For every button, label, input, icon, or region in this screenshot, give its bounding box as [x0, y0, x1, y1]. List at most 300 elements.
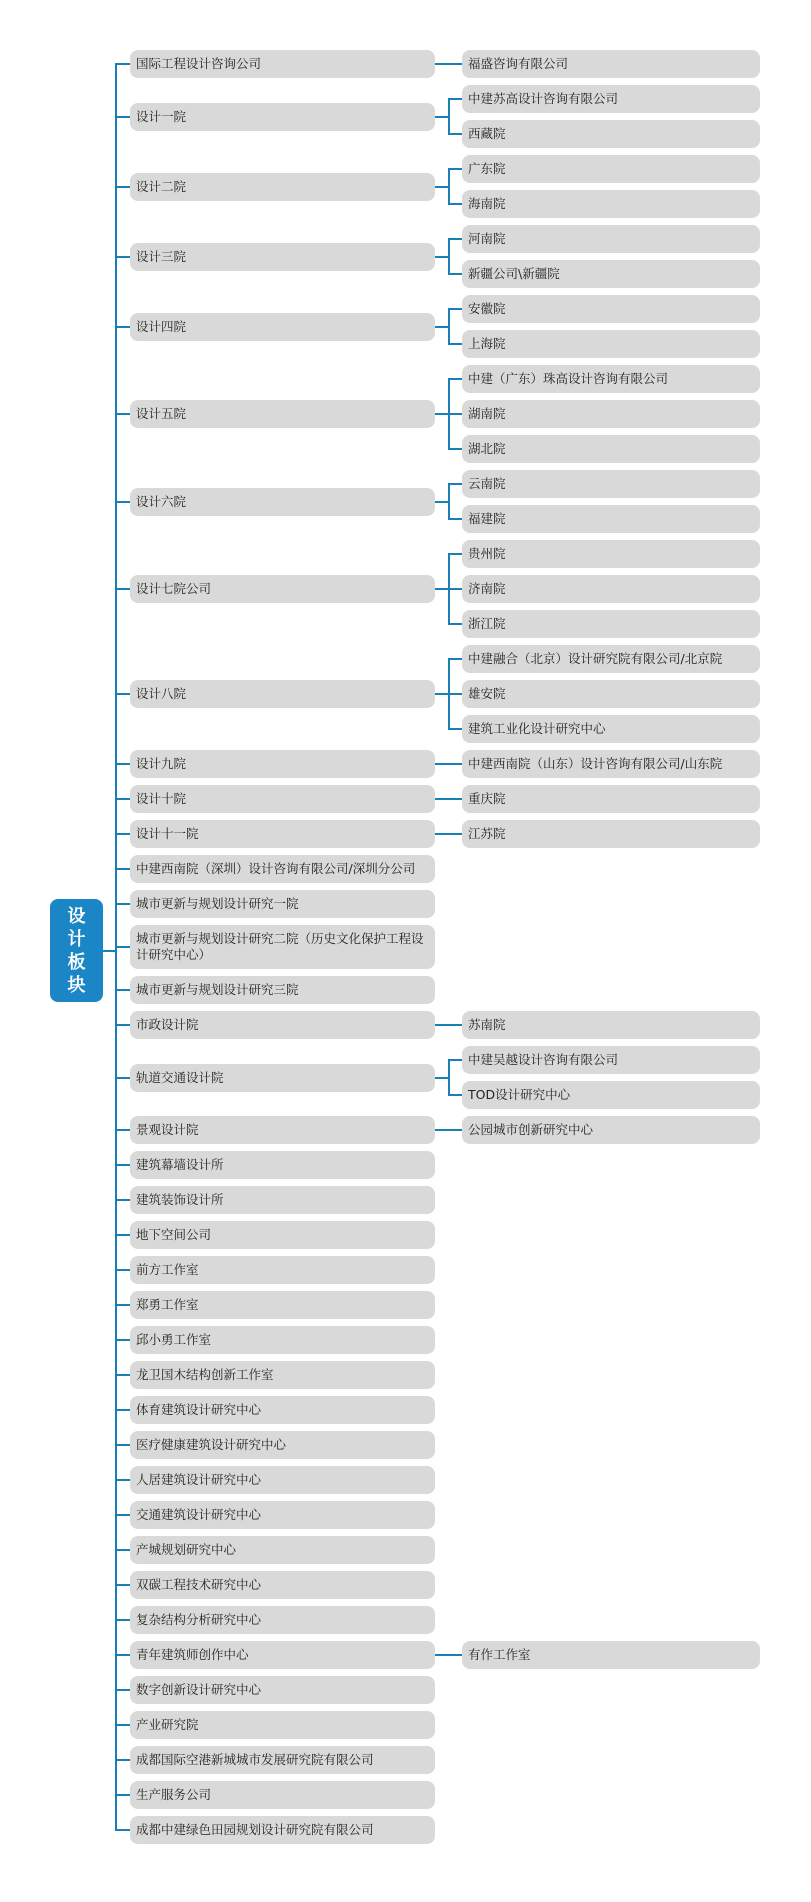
- level2-node-row: [462, 750, 760, 778]
- level2-node[interactable]: [462, 1081, 760, 1109]
- level1-node[interactable]: [130, 1536, 435, 1564]
- level2-node-label: 浙江院: [468, 616, 506, 631]
- branch-group: [116, 1711, 776, 1739]
- child-list: [462, 155, 760, 218]
- child-stub-line: [448, 1024, 462, 1026]
- level1-node[interactable]: [130, 1064, 435, 1092]
- level1-node[interactable]: [130, 1641, 435, 1669]
- branch-group: [116, 85, 776, 148]
- level1-node[interactable]: [130, 313, 435, 341]
- branch-group: [116, 540, 776, 638]
- level1-node[interactable]: [130, 1711, 435, 1739]
- level1-node-label: 设计一院: [136, 108, 187, 124]
- child-connector-line: [435, 186, 448, 188]
- branch-connector-line: [116, 1234, 130, 1236]
- level1-node-wrapper: [116, 976, 435, 1004]
- level1-node-wrapper: [116, 1536, 435, 1564]
- child-vertical-connector: [448, 1059, 450, 1096]
- level1-node-label: 设计二院: [136, 178, 187, 194]
- level1-node-label: 复杂结构分析研究中心: [136, 1612, 262, 1627]
- level1-node-wrapper: [116, 890, 435, 918]
- level1-node-wrapper: [116, 820, 435, 848]
- child-connector-line: [435, 256, 448, 258]
- level1-node[interactable]: [130, 750, 435, 778]
- level1-node-wrapper: [116, 855, 435, 883]
- level2-node[interactable]: [462, 225, 760, 253]
- child-vertical-connector: [448, 483, 450, 520]
- branch-group: [116, 925, 776, 969]
- level1-node[interactable]: [130, 855, 435, 883]
- child-vertical-connector: [448, 98, 450, 135]
- branch-group: [116, 1571, 776, 1599]
- child-stub-line: [448, 693, 462, 695]
- branch-group: [116, 1046, 776, 1109]
- level1-node-wrapper: [116, 680, 435, 708]
- branch-connector-line: [116, 1794, 130, 1796]
- branch-group: [116, 1641, 776, 1669]
- level1-node-wrapper: [116, 1501, 435, 1529]
- level2-node[interactable]: [462, 470, 760, 498]
- level1-node[interactable]: [130, 1466, 435, 1494]
- branch-connector-line: [116, 1164, 130, 1166]
- level1-node-label: 设计九院: [136, 756, 187, 771]
- level2-node-label: 贵州院: [468, 546, 506, 561]
- branch-connector-line: [116, 1077, 130, 1079]
- level1-node-label: 设计八院: [136, 686, 187, 701]
- level2-node-row: [462, 435, 760, 463]
- level1-node-wrapper: [116, 575, 435, 603]
- branch-group: [116, 50, 776, 78]
- branch-connector-line: [116, 588, 130, 590]
- branch-connector-line: [116, 1654, 130, 1656]
- level2-node[interactable]: [462, 1046, 760, 1074]
- level1-node[interactable]: [130, 1746, 435, 1774]
- child-connector-line: [435, 1024, 448, 1026]
- child-stub-line: [448, 378, 462, 380]
- branch-group: [116, 155, 776, 218]
- level1-node[interactable]: [130, 1011, 435, 1039]
- child-vertical-connector: [448, 168, 450, 205]
- level2-node[interactable]: [462, 85, 760, 113]
- level2-node-row: [462, 330, 760, 358]
- level1-node-label: 城市更新与规划设计研究一院: [136, 896, 299, 911]
- level1-node-wrapper: [116, 1116, 435, 1144]
- level2-node[interactable]: [462, 120, 760, 148]
- level2-node-label: 公园城市创新研究中心: [468, 1122, 594, 1137]
- child-connector-line: [435, 63, 448, 65]
- child-stub-line: [448, 98, 462, 100]
- level1-node-wrapper: [116, 1011, 435, 1039]
- level2-node-label: 上海院: [468, 336, 506, 351]
- level2-node-row: [462, 785, 760, 813]
- level1-node-label: 地下空间公司: [136, 1227, 212, 1242]
- child-list: [462, 1116, 760, 1144]
- level2-node[interactable]: [462, 820, 760, 848]
- child-connector-line: [435, 1077, 448, 1079]
- branch-connector-line: [116, 1619, 130, 1621]
- level1-node-label: 设计十一院: [136, 826, 199, 841]
- level1-node-label: 设计十院: [136, 791, 187, 806]
- level1-node-label: 建筑装饰设计所: [136, 1192, 224, 1207]
- level1-node-wrapper: [116, 1361, 435, 1389]
- branch-connector-line: [116, 1199, 130, 1201]
- level1-node[interactable]: [130, 1571, 435, 1599]
- child-list: [462, 645, 760, 743]
- level2-node-label: 福盛咨询有限公司: [468, 56, 569, 71]
- level1-node-wrapper: [116, 400, 435, 428]
- child-list: [462, 225, 760, 288]
- level2-node-row: [462, 155, 760, 183]
- branch-group: [116, 890, 776, 918]
- branch-connector-line: [116, 1514, 130, 1516]
- child-stub-line: [448, 1654, 462, 1656]
- level2-node[interactable]: [462, 715, 760, 743]
- level1-node-label: 郑勇工作室: [136, 1297, 199, 1312]
- level2-node-row: [462, 1011, 760, 1039]
- level2-node-label: 湖北院: [468, 441, 506, 456]
- child-list: [462, 750, 760, 778]
- level1-node-wrapper: [116, 313, 435, 341]
- branch-group: [116, 295, 776, 358]
- level1-node-label: 景观设计院: [136, 1122, 199, 1137]
- branch-group: [116, 1221, 776, 1249]
- child-vertical-connector: [448, 308, 450, 345]
- level1-node[interactable]: [130, 1361, 435, 1389]
- branch-connector-line: [116, 1444, 130, 1446]
- child-connector-line: [435, 833, 448, 835]
- level1-node-wrapper: [116, 1641, 435, 1669]
- level1-node-label: 数字创新设计研究中心: [136, 1682, 262, 1697]
- branch-connector-line: [116, 763, 130, 765]
- level1-node-label: 医疗健康建筑设计研究中心: [136, 1437, 287, 1452]
- branch-connector-line: [116, 1584, 130, 1586]
- level2-node[interactable]: [462, 785, 760, 813]
- branch-group: [116, 1536, 776, 1564]
- child-stub-line: [448, 518, 462, 520]
- level2-node-label: 新疆公司\新疆院: [468, 266, 560, 281]
- branch-group: [116, 820, 776, 848]
- level1-node-label: 成都中建绿色田园规划设计研究院有限公司: [136, 1822, 374, 1837]
- level2-node-row: [462, 470, 760, 498]
- level1-node-label: 市政设计院: [136, 1017, 199, 1032]
- level1-node[interactable]: [130, 1501, 435, 1529]
- branch-connector-line: [116, 326, 130, 328]
- level1-node[interactable]: [130, 1816, 435, 1844]
- level1-node-wrapper: [116, 1711, 435, 1739]
- child-stub-line: [448, 273, 462, 275]
- level1-node-label: 建筑幕墙设计所: [136, 1157, 224, 1172]
- root-connector-line: [103, 950, 117, 952]
- level2-node[interactable]: [462, 50, 760, 78]
- level2-node[interactable]: [462, 610, 760, 638]
- branch-connector-line: [116, 868, 130, 870]
- branch-connector-line: [116, 1024, 130, 1026]
- level1-node-label: 体育建筑设计研究中心: [136, 1402, 262, 1417]
- level2-node-row: [462, 575, 760, 603]
- child-stub-line: [448, 238, 462, 240]
- level1-node[interactable]: [130, 1431, 435, 1459]
- child-connector-line: [435, 413, 448, 415]
- level2-node[interactable]: [462, 435, 760, 463]
- level1-node[interactable]: [130, 103, 435, 131]
- level1-node[interactable]: [130, 50, 435, 78]
- child-stub-line: [448, 763, 462, 765]
- level2-node[interactable]: [462, 295, 760, 323]
- branch-connector-line: [116, 1549, 130, 1551]
- level2-node-label: 中建吴越设计咨询有限公司: [468, 1052, 619, 1067]
- branch-group: [116, 1746, 776, 1774]
- level1-node-wrapper: [116, 103, 435, 131]
- level1-node-label: 双碳工程技术研究中心: [136, 1577, 262, 1592]
- branch-connector-line: [116, 903, 130, 905]
- level1-node-wrapper: [116, 1326, 435, 1354]
- child-vertical-connector: [448, 238, 450, 275]
- level1-node-wrapper: [116, 1396, 435, 1424]
- level1-node[interactable]: [130, 1676, 435, 1704]
- branch-connector-line: [116, 1479, 130, 1481]
- level2-node-label: 中建苏高设计咨询有限公司: [468, 91, 619, 106]
- level2-node-label: 重庆院: [468, 791, 506, 806]
- level2-node-row: [462, 50, 760, 78]
- level1-node[interactable]: [130, 1326, 435, 1354]
- branch-connector-line: [116, 501, 130, 503]
- branch-group: [116, 976, 776, 1004]
- level1-node-wrapper: [116, 1151, 435, 1179]
- branch-connector-line: [116, 1269, 130, 1271]
- branch-connector-line: [116, 1374, 130, 1376]
- level2-node[interactable]: [462, 400, 760, 428]
- branch-connector-line: [116, 63, 130, 65]
- child-list: [462, 1011, 760, 1039]
- level1-node-label: 前方工作室: [136, 1262, 199, 1277]
- level1-node-wrapper: [116, 785, 435, 813]
- level1-node-wrapper: [116, 1571, 435, 1599]
- level1-node-wrapper: [116, 1431, 435, 1459]
- level2-node-label: 雄安院: [468, 686, 506, 701]
- root-node[interactable]: [50, 899, 103, 1002]
- level2-node-row: [462, 505, 760, 533]
- level1-node[interactable]: [130, 575, 435, 603]
- child-stub-line: [448, 1094, 462, 1096]
- level2-node-label: TOD设计研究中心: [468, 1087, 571, 1102]
- level2-node-label: 济南院: [468, 581, 506, 596]
- level1-node[interactable]: [130, 243, 435, 271]
- child-stub-line: [448, 553, 462, 555]
- level1-node-label: 生产服务公司: [136, 1787, 212, 1802]
- level2-node-row: [462, 85, 760, 113]
- level1-node-wrapper: [116, 1256, 435, 1284]
- level1-node-label: 产业研究院: [136, 1717, 199, 1732]
- level1-node-wrapper: [116, 1466, 435, 1494]
- level2-node-row: [462, 820, 760, 848]
- root-node-label: 设计板块: [67, 905, 86, 996]
- branch-group: [116, 1361, 776, 1389]
- level1-node[interactable]: [130, 820, 435, 848]
- level2-node-row: [462, 365, 760, 393]
- child-stub-line: [448, 833, 462, 835]
- branch-connector-line: [116, 798, 130, 800]
- level2-node-row: [462, 295, 760, 323]
- level1-node-wrapper: [116, 1746, 435, 1774]
- level2-node-row: [462, 120, 760, 148]
- level2-node-label: 西藏院: [468, 126, 506, 141]
- level1-node-label: 龙卫国木结构创新工作室: [136, 1367, 274, 1382]
- branch-group: [116, 785, 776, 813]
- level1-node-wrapper: [116, 1221, 435, 1249]
- level1-node[interactable]: [130, 890, 435, 918]
- branch-group: [116, 750, 776, 778]
- level1-node[interactable]: [130, 785, 435, 813]
- level2-node-row: [462, 540, 760, 568]
- branch-group: [116, 1676, 776, 1704]
- level2-node-row: [462, 1116, 760, 1144]
- level2-node-row: [462, 400, 760, 428]
- level2-node-label: 河南院: [468, 231, 506, 246]
- level2-node-label: 广东院: [468, 161, 506, 176]
- level2-node-label: 湖南院: [468, 406, 506, 421]
- level1-node-label: 青年建筑师创作中心: [136, 1647, 249, 1662]
- level2-node[interactable]: [462, 645, 760, 673]
- branch-connector-line: [116, 1724, 130, 1726]
- level2-node-label: 云南院: [468, 476, 506, 491]
- level2-node[interactable]: [462, 1011, 760, 1039]
- level1-node-wrapper: [116, 173, 435, 201]
- level1-node-wrapper: [116, 1186, 435, 1214]
- level2-node-label: 海南院: [468, 196, 506, 211]
- branch-group: [116, 645, 776, 743]
- level1-node[interactable]: [130, 1606, 435, 1634]
- level1-node-wrapper: [116, 1781, 435, 1809]
- level1-node[interactable]: [130, 925, 435, 969]
- level2-node[interactable]: [462, 540, 760, 568]
- branch-connector-line: [116, 833, 130, 835]
- branch-group: [116, 1326, 776, 1354]
- child-connector-line: [435, 763, 448, 765]
- branch-group: [116, 1501, 776, 1529]
- level2-node[interactable]: [462, 330, 760, 358]
- branch-group: [116, 1396, 776, 1424]
- child-connector-line: [435, 588, 448, 590]
- level2-node-label: 有作工作室: [468, 1647, 531, 1662]
- branch-connector-line: [116, 186, 130, 188]
- level2-node-row: [462, 225, 760, 253]
- level1-node[interactable]: [130, 1186, 435, 1214]
- branch-connector-line: [116, 413, 130, 415]
- level2-node-row: [462, 260, 760, 288]
- level2-node-label: 中建（广东）珠高设计咨询有限公司: [468, 371, 669, 386]
- branch-connector-line: [116, 946, 130, 948]
- level2-node-label: 安徽院: [468, 301, 506, 316]
- level2-node-label: 中建融合（北京）设计研究院有限公司/北京院: [468, 651, 723, 666]
- branch-group: [116, 1606, 776, 1634]
- level1-node-label: 邱小勇工作室: [136, 1332, 212, 1347]
- level1-node-label: 中建西南院（深圳）设计咨询有限公司/深圳分公司: [136, 861, 416, 876]
- child-list: [462, 820, 760, 848]
- branch-connector-line: [116, 1304, 130, 1306]
- branch-connector-line: [116, 1759, 130, 1761]
- level1-node[interactable]: [130, 173, 435, 201]
- branch-connector-line: [116, 693, 130, 695]
- level2-node[interactable]: [462, 260, 760, 288]
- level1-node-label: 交通建筑设计研究中心: [136, 1507, 262, 1522]
- level1-node-label: 人居建筑设计研究中心: [136, 1472, 262, 1487]
- level1-node[interactable]: [130, 1291, 435, 1319]
- branch-group: [116, 1011, 776, 1039]
- level2-node[interactable]: [462, 1641, 760, 1669]
- level1-node[interactable]: [130, 976, 435, 1004]
- branch-group: [116, 1466, 776, 1494]
- level2-node[interactable]: [462, 365, 760, 393]
- level2-node-row: [462, 680, 760, 708]
- child-connector-line: [435, 501, 448, 503]
- level2-node[interactable]: [462, 750, 760, 778]
- branch-connector-line: [116, 1339, 130, 1341]
- level1-node-label: 成都国际空港新城城市发展研究院有限公司: [136, 1752, 374, 1767]
- child-connector-line: [435, 326, 448, 328]
- child-connector-line: [435, 1654, 448, 1656]
- branch-group: [116, 855, 776, 883]
- level1-node-wrapper: [116, 925, 435, 969]
- child-stub-line: [448, 343, 462, 345]
- level1-node[interactable]: [130, 680, 435, 708]
- level2-node-row: [462, 1046, 760, 1074]
- level1-node-wrapper: [116, 243, 435, 271]
- level2-node[interactable]: [462, 190, 760, 218]
- level2-node-row: [462, 610, 760, 638]
- level2-node-row: [462, 190, 760, 218]
- level1-node[interactable]: [130, 1116, 435, 1144]
- level1-node[interactable]: [130, 1151, 435, 1179]
- child-stub-line: [448, 63, 462, 65]
- level1-node-wrapper: [116, 50, 435, 78]
- level2-node[interactable]: [462, 505, 760, 533]
- child-list: [462, 365, 760, 463]
- child-connector-line: [435, 116, 448, 118]
- branch-connector-line: [116, 1689, 130, 1691]
- child-list: [462, 540, 760, 638]
- level1-node-label: 设计六院: [136, 493, 187, 509]
- child-list: [462, 50, 760, 78]
- child-list: [462, 1046, 760, 1109]
- branch-group: [116, 225, 776, 288]
- level2-node[interactable]: [462, 1116, 760, 1144]
- level1-node-label: 国际工程设计咨询公司: [136, 56, 262, 71]
- branch-group: [116, 1186, 776, 1214]
- level2-node-row: [462, 1641, 760, 1669]
- branch-connector-line: [116, 116, 130, 118]
- level2-node[interactable]: [462, 680, 760, 708]
- level2-node-label: 建筑工业化设计研究中心: [468, 721, 606, 736]
- level2-node[interactable]: [462, 155, 760, 183]
- level1-node[interactable]: [130, 1396, 435, 1424]
- branch-connector-line: [116, 1829, 130, 1831]
- child-connector-line: [435, 798, 448, 800]
- level1-node[interactable]: [130, 1221, 435, 1249]
- child-stub-line: [448, 1129, 462, 1131]
- level2-node-label: 福建院: [468, 511, 506, 526]
- level2-node-label: 江苏院: [468, 826, 506, 841]
- branch-group: [116, 1431, 776, 1459]
- branch-connector-line: [116, 1129, 130, 1131]
- level1-node-wrapper: [116, 488, 435, 516]
- level1-node-label: 设计四院: [136, 318, 187, 334]
- level1-node[interactable]: [130, 1256, 435, 1284]
- level1-node[interactable]: [130, 1781, 435, 1809]
- level1-node[interactable]: [130, 488, 435, 516]
- level1-node[interactable]: [130, 400, 435, 428]
- level1-node-wrapper: [116, 750, 435, 778]
- level2-node[interactable]: [462, 575, 760, 603]
